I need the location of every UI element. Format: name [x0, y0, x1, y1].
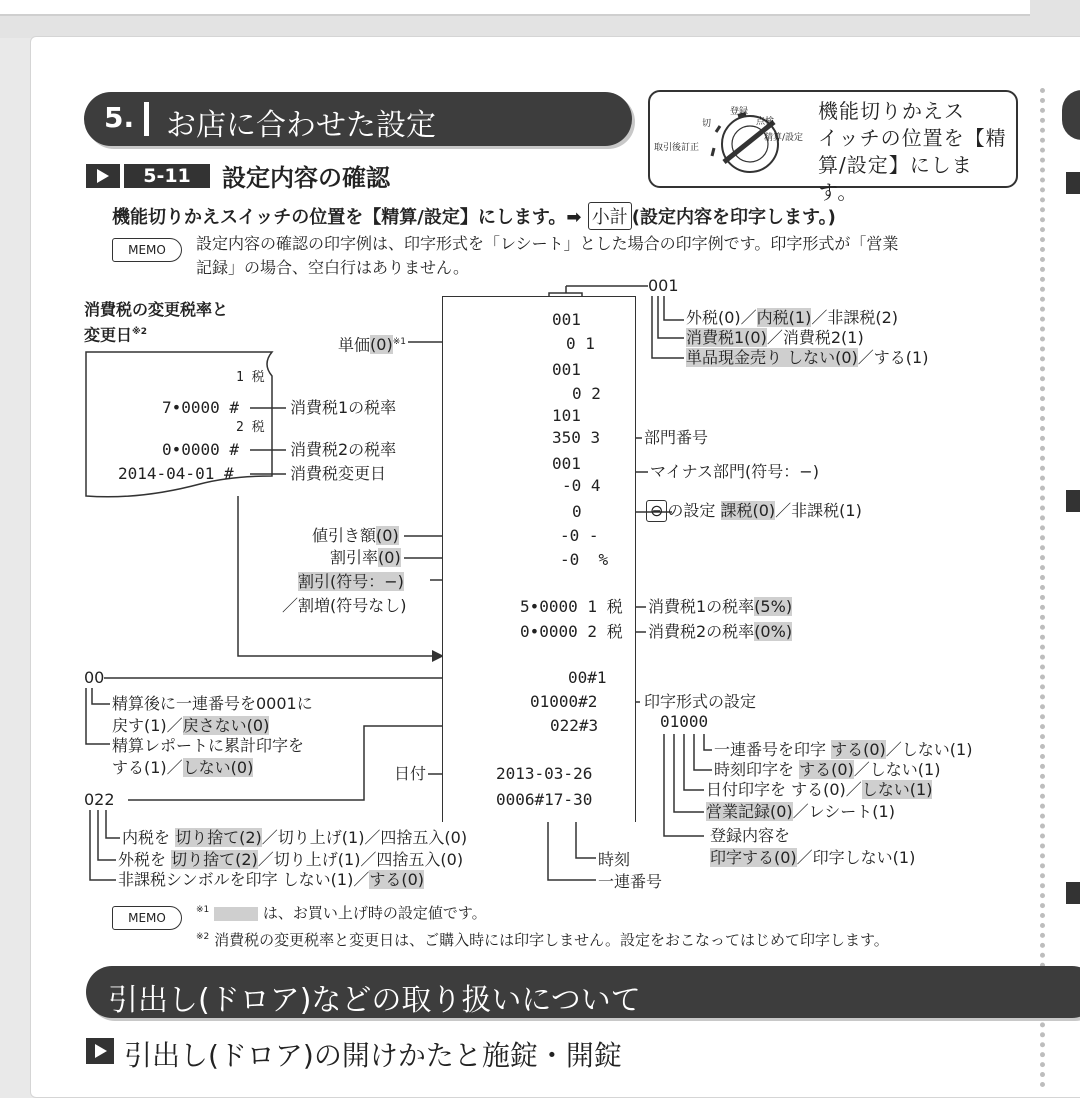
seq-reset-option: 戻す(1)／戻さない(0): [112, 716, 270, 735]
tax1-rate-label: 消費税1の税率: [290, 398, 397, 417]
receipt-line: 001: [552, 310, 581, 329]
receipt-line: 350 3: [552, 428, 601, 447]
receipt-line: 0 1: [566, 334, 595, 353]
receipt-line: 0 2: [572, 384, 601, 403]
cumulative-option: する(1)／しない(0): [112, 758, 254, 777]
top-code: 001: [648, 276, 679, 295]
tax-change-date-label: 消費税変更日: [290, 464, 387, 483]
code-00: 00: [84, 668, 105, 687]
code-022: 022: [84, 790, 115, 809]
receipt-line: -0 4: [562, 476, 601, 495]
single-cash-option: 単品現金売り しない(0)／する(1): [686, 348, 929, 367]
tax1-rate-value: 消費税1の税率(5%): [648, 597, 793, 616]
receipt-line: 001: [552, 454, 581, 473]
receipt-line: 01000#2: [530, 692, 598, 711]
instruction-line: 機能切りかえスイッチの位置を【精算/設定】にします。➡ 小計 (設定内容を印字します。): [112, 202, 836, 230]
receipt-line: 0•0000 2 税: [520, 622, 623, 641]
time-label: 時刻: [598, 850, 631, 869]
print-format-label: 印字形式の設定: [644, 692, 757, 711]
dept-number-label: 部門番号: [644, 428, 709, 447]
receipt-line: 001: [552, 360, 581, 379]
switch-label-teisei: 取引後訂正: [654, 143, 700, 153]
minus-key-icon: ⊖: [646, 500, 667, 522]
subtotal-key-icon: 小計: [588, 202, 632, 230]
subsection-title: 設定内容の確認: [222, 164, 390, 192]
switch-label-kiri: 切: [702, 119, 712, 129]
discount-sign-label: 割引(符号：−): [298, 572, 404, 591]
memo-badge: MEMO: [112, 906, 182, 930]
receipt-line: -0 -: [560, 526, 599, 545]
tax2-rate-value: 消費税2の税率(0%): [648, 622, 793, 641]
memo-text: 設定内容の確認の印字例は、印字形式を「レシート」とした場合の印字例です。印字形式が「営業 記録」の場合、空白行はありません。: [196, 234, 899, 277]
memo-badge: MEMO: [112, 238, 182, 262]
section-number: 5.: [104, 101, 135, 134]
tax2-rate-label: 消費税2の税率: [290, 440, 397, 459]
receipt-line: 2013-03-26: [496, 764, 593, 783]
date-label: 日付: [394, 764, 427, 783]
discount-amount-label: 値引き額(0): [312, 526, 399, 545]
code-01000: 01000: [660, 712, 709, 731]
tax-choice-option: 消費税1(0)／消費税2(1): [686, 328, 864, 347]
mini-receipt-row: 1 税: [236, 370, 265, 385]
receipt-line: 101: [552, 406, 581, 425]
mini-receipt-row: 2014-04-01 #: [118, 464, 234, 483]
memo-notes: $^{※1}$ は、お買い上げ時の設定値です。 $^{※2}$ 消費税の変更税率と変更日は、ご購入時には印字しません。設定をおこなってはじめて印字します。: [196, 904, 889, 949]
subsection-code: 5-11: [124, 164, 210, 188]
nontax-symbol-option: 非課税シンボルを印字 しない(1)／する(0): [118, 870, 425, 889]
minus-dept-label: マイナス部門(符号：−): [650, 462, 819, 481]
receipt-line: 0: [572, 502, 582, 521]
outer-tax-option: 外税を 切り捨て(2)／切り上げ(1)／四捨五入(0): [118, 850, 464, 869]
time-print-option: 時刻印字を する(0)／しない(1): [714, 760, 941, 779]
switch-label-seisan: 精算/設定: [764, 133, 804, 143]
left-receipt-title: 消費税の変更税率と: [84, 300, 229, 319]
inner-tax-option: 内税を 切り捨て(2)／切り上げ(1)／四捨五入(0): [122, 828, 468, 847]
mini-receipt-row: 2 税: [236, 420, 265, 435]
switch-label-tenken: 点検: [756, 117, 775, 127]
date-print-option: 日付印字を する(0)／しない(1): [706, 780, 933, 799]
mini-receipt-row: 0•0000 #: [162, 440, 240, 459]
receipt-line: -0 %: [560, 550, 609, 569]
switch-instruction: 機能切りかえス イッチの位置を【精 算/設定】にします。: [818, 99, 1007, 204]
drawer-section-heading: 引出し(ドロア)などの取り扱いについて: [86, 966, 1080, 1018]
seq-print-option: 一連番号を印字 する(0)／しない(1): [714, 740, 973, 759]
receipt-line: 5•0000 1 税: [520, 597, 623, 616]
cumulative-line1: 精算レポートに累計印字を: [112, 736, 305, 755]
tax-type-option: 外税(0)／内税(1)／非課税(2): [686, 308, 899, 327]
mini-receipt-row: 7•0000 #: [162, 398, 240, 417]
reg-content-option: 印字する(0)／印字しない(1): [710, 848, 916, 867]
receipt-line: 00#1: [568, 668, 607, 687]
surcharge-label: ／割増(符号なし): [282, 596, 407, 615]
highlight-sample: [214, 907, 258, 921]
reg-content-line1: 登録内容を: [710, 826, 791, 845]
section-title: お店に合わせた設定: [166, 108, 436, 143]
business-record-option: 営業記録(0)／レシート(1): [706, 802, 895, 821]
switch-label-touroku: 登録: [730, 107, 749, 117]
seq-reset-line1: 精算後に一連番号を0001に: [112, 694, 313, 713]
play-arrow-icon: [86, 1038, 114, 1064]
unit-price-label: 単価$(0)^{※1}$: [338, 335, 406, 355]
seq-number-label: 一連番号: [598, 872, 663, 891]
discount-rate-label: 割引率(0): [330, 548, 401, 567]
minus-key-setting: ⊖ の設定 課税(0)／非課税(1): [646, 500, 862, 522]
receipt-line: 022#3: [550, 716, 599, 735]
receipt-line: 0006#17-30: [496, 790, 593, 809]
left-receipt-title-2: 変更日$^{※2}$: [84, 325, 148, 345]
